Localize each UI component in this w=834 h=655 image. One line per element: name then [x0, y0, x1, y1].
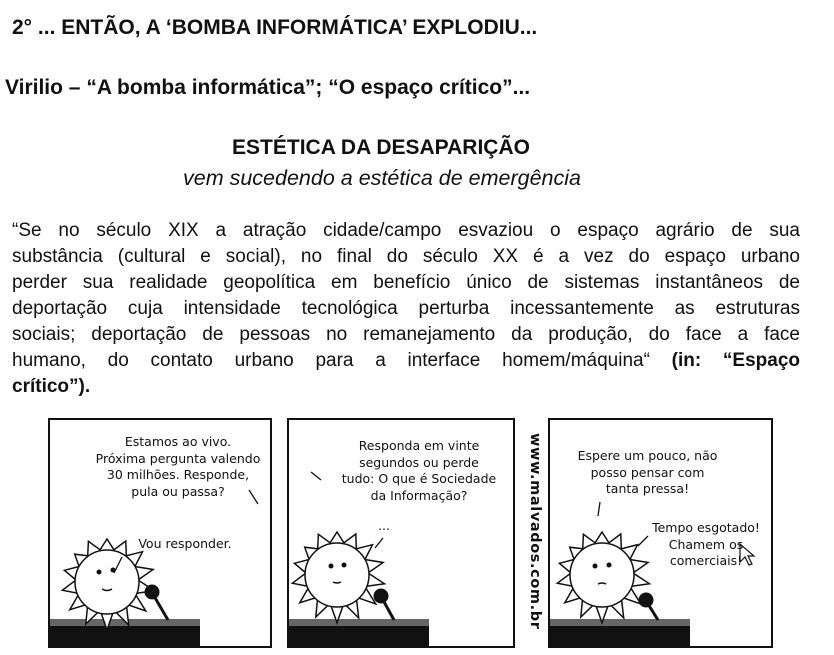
microphone-icon: [374, 589, 389, 604]
quote-line: [12, 348, 800, 374]
character-eye: [607, 563, 612, 568]
speech-line: Espere um pouco, não: [577, 448, 718, 463]
comic-credit: www.malvados.com.br: [527, 432, 543, 630]
quote-line: deportação cuja intensidade tecnológica perturba incessantemente as estruturas: [12, 298, 800, 319]
desk: [50, 626, 200, 646]
quote-citation-end: crítico”).: [12, 376, 91, 397]
character-eye: [329, 564, 334, 569]
character-face: [570, 543, 634, 607]
desk-top: [289, 619, 429, 626]
speech-line: posso pensar com: [590, 464, 705, 480]
speech-line: tanta pressa!: [605, 481, 690, 496]
quote-line-text: humano, do contato urbano para a interface homem/máquina“: [12, 350, 650, 371]
section-title: ESTÉTICA DA DESAPARIÇÃO: [232, 136, 530, 159]
speech-line: Próxima pergunta valendo: [95, 450, 261, 466]
reply-line: Tempo esgotado!: [652, 520, 760, 535]
speech-tail: [598, 502, 600, 516]
quote-line: perder sua realidade geopolítica em benefício único de sistemas instantâneos de: [12, 272, 800, 293]
speech-bubble: [70, 434, 272, 500]
quote-line: “Se no século XIX a atração cidade/campo esvaziou o espaço agrário de sua: [12, 220, 800, 241]
comic-panel-2: [287, 418, 515, 648]
reply-line: ...: [378, 518, 390, 533]
speech-line: da Informação?: [370, 487, 468, 503]
microphone-stand: [154, 596, 168, 620]
character-eye: [342, 563, 347, 568]
microphone-stand: [383, 600, 394, 620]
character-face: [75, 550, 139, 614]
speech-line: 30 milhões. Responde,: [106, 467, 250, 482]
microphone-icon: [145, 585, 160, 600]
speech-line: segundos ou perde: [359, 454, 479, 470]
quote-paragraph: [12, 218, 800, 400]
desk: [550, 626, 690, 646]
desk-top: [550, 619, 690, 626]
reply-line: Vou responder.: [138, 536, 232, 551]
character-face: [305, 543, 369, 607]
section-subtitle: vem sucedendo a estética de emergência: [183, 166, 581, 190]
reply-bubble: [369, 518, 399, 535]
slide-subheading: Virilio – “A bomba informática”; “O espaço crítico”...: [5, 76, 531, 99]
microphone-icon: [639, 593, 654, 608]
speech-line: Estamos ao vivo.: [124, 434, 232, 449]
speech-bubble: [550, 448, 745, 498]
speech-line: tudo: O que é Sociedade: [341, 471, 497, 486]
reply-line: comerciais!: [669, 553, 743, 568]
reply-bubble: [120, 536, 250, 553]
speech-line: pula ou passa?: [131, 483, 225, 499]
speech-tail: [375, 538, 383, 548]
speech-line: Responda em vinte: [358, 438, 480, 453]
slide-heading: 2° ... ENTÃO, A ‘BOMBA INFORMÁTICA’ EXPLODIU...: [12, 16, 538, 39]
character-eye: [593, 564, 598, 569]
quote-line: sociais; deportação de pessoas no remanejamento da produção, do face a face: [12, 324, 800, 345]
quote-line: substância (cultural e social), no final do século XX é a vez do espaço urbano: [12, 246, 800, 267]
character-eye: [97, 570, 102, 575]
quote-citation-start: (in: “Espaço: [671, 350, 801, 371]
reply-line: Chamem os: [668, 536, 744, 552]
speech-bubble: [319, 438, 515, 504]
comic-panel-1: [48, 418, 272, 648]
comic-panel-3: [548, 418, 773, 648]
desk: [289, 626, 429, 646]
reply-bubble: [645, 520, 767, 570]
